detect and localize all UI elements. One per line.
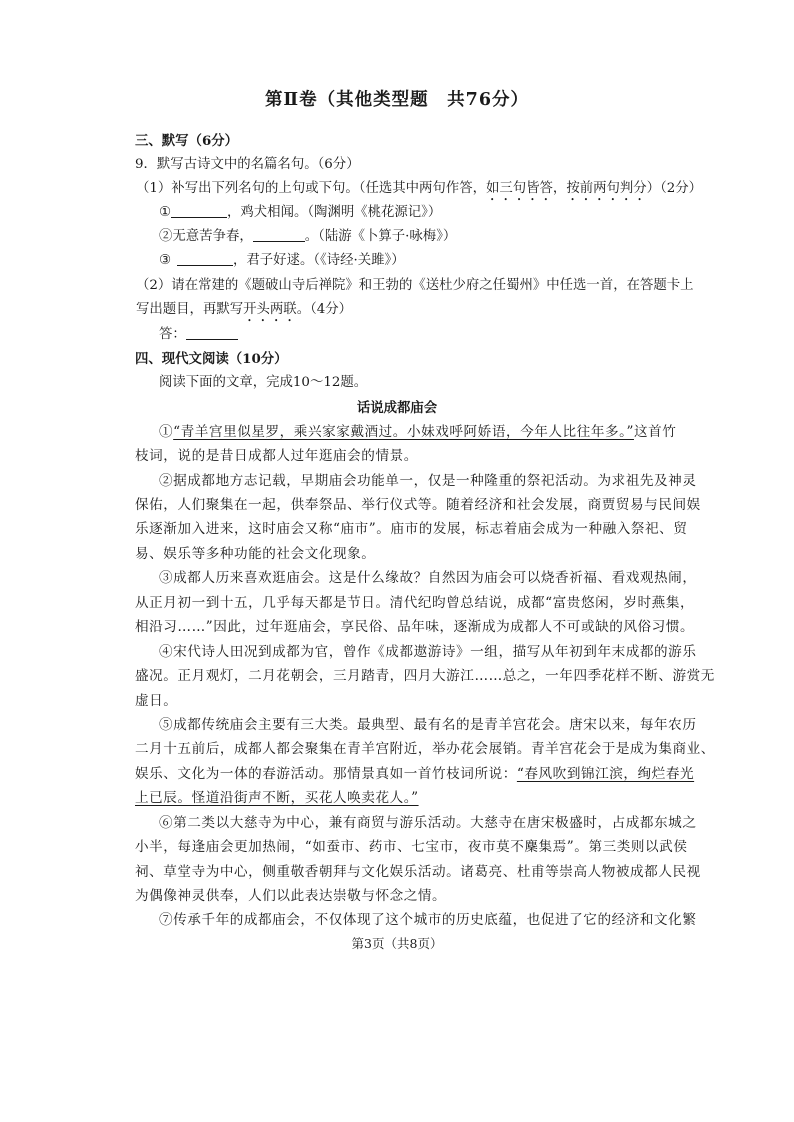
essay-line: 易、娱乐等多种功能的社会文化现象。 (135, 546, 376, 562)
essay-line: 小半，每逢庙会更加热闹，“如蚕市、药市、七宝市，夜市莫不麇集焉”。第三类则以武侯 (135, 839, 688, 855)
essay-line: 为偶像神灵供奉，人们以此表达崇敬与怀念之情。 (135, 888, 447, 904)
essay-line (135, 790, 419, 806)
underlined-poem: “春风吹到锦江滨，绚烂春光 (516, 766, 695, 782)
essay-title: 话说成都庙会 (356, 400, 438, 416)
answer-blank (177, 253, 233, 266)
fill-item-2: ②无意苦争春， 。（陆游《卜算子·咏梅》） (159, 229, 457, 244)
question-9-part-2: （2）请在常建的《题破山寺后禅院》和王勃的《送杜少府之任蜀州》中任选一首，在答题卡上 (136, 278, 694, 293)
fill-item-1: ① ，鸡犬相闻。（陶渊明《桃花源记》） (159, 205, 442, 220)
answer-blank (171, 205, 227, 218)
emphasis-text: 开头两联 (243, 302, 297, 317)
paper-section-title: 第Ⅱ卷（其他类型题 共76分） (264, 90, 530, 110)
essay-line: 保佑，人们聚集在一起，供奉祭品、举行仪式等。随着经济和社会发展，商贾贸易与民间娱 (135, 497, 701, 513)
essay-line: 虚日。 (135, 693, 178, 709)
section-4-heading: 四、现代文阅读（10分） (135, 351, 288, 367)
essay-paragraph-2: ②据成都地方志记载，早期庙会功能单一，仅是一种隆重的祭祀活动。为求祖先及神灵 (159, 473, 697, 489)
essay-line: 祠、草堂寺为中心，侧重敬香朝拜与文化娱乐活动。诸葛亮、杜甫等崇高人物被成都人民视 (135, 864, 701, 880)
answer-line: 答： (159, 327, 238, 343)
question-9-prompt: 9．默写古诗文中的名篇名句。（6分） (135, 157, 360, 172)
essay-paragraph-1: ①“青羊宫里似星罗，乘兴家家戴酒过。小妹戏呼阿娇语，今年人比往年多。”这首竹 (159, 424, 677, 440)
essay-paragraph-7: ⑦传承千年的成都庙会，不仅体现了这个城市的历史底蕴，也促进了它的经济和文化繁 (159, 912, 697, 928)
underlined-poem: 上已辰。怪道沿街声不断，买花人唤卖花人。” (135, 790, 419, 806)
underlined-poem: “青羊宫里似星罗，乘兴家家戴酒过。小妹戏呼阿娇语，今年人比往年多。” (173, 424, 634, 440)
page-number: 第3页（共8页） (351, 936, 443, 951)
section-3-heading: 三、默写（6分） (135, 133, 239, 149)
essay-paragraph-4: ④宋代诗人田况到成都为官，曾作《成都遨游诗》一组，描写从年初到年末成都的游乐 (159, 644, 697, 660)
essay-line: 二月十五前后，成都人都会聚集在青羊宫附近，举办花会展销。青羊宫花会于是成为集商业、 (135, 741, 715, 757)
essay-paragraph-3: ③成都人历来喜欢逛庙会。这是什么缘故？自然因为庙会可以烧香祈福、看戏观热闹， (159, 570, 697, 586)
question-9-part-2-cont: 写出题目，再默写开头两联。（4分） (136, 302, 353, 317)
essay-paragraph-5: ⑤成都传统庙会主要有三大类。最典型、最有名的是青羊宫花会。唐宋以来，每年农历 (159, 717, 697, 733)
reading-instruction: 阅读下面的文章，完成10～12题。 (159, 375, 368, 390)
emphasis-text: 如三句皆答，按前两句判分 (485, 181, 647, 196)
essay-line: 娱乐、文化为一体的春游活动。那情景真如一首竹枝词所说：“春风吹到锦江滨，绚烂春光 (135, 766, 695, 782)
essay-line: 盛况。正月观灯，二月花朝会，三月踏青，四月大游江……总之，一年四季花样不断、游赏无 (135, 668, 715, 684)
essay-line: 从正月初一到十五，几乎每天都是节日。清代纪昀曾总结说，成都“富贵悠闲，岁时燕集， (135, 595, 695, 611)
answer-blank (253, 229, 305, 242)
essay-line: 枝词，说的是昔日成都人过年逛庙会的情景。 (135, 448, 418, 464)
essay-paragraph-6: ⑥第二类以大慈寺为中心，兼有商贸与游乐活动。大慈寺在唐宋极盛时，占成都东城之 (159, 815, 697, 831)
essay-line: 乐逐渐加入进来，这时庙会又称“庙市”。庙市的发展，标志着庙会成为一种融入祭祀、贸 (135, 521, 688, 537)
essay-line: 相沿习……”因此，过年逛庙会，享民俗、品年味，逐渐成为成都人不可或缺的风俗习惯。 (135, 619, 695, 635)
question-9-part-1: （1）补写出下列名句的上句或下句。（任选其中两句作答，如三句皆答，按前两句判分）（2分） (136, 181, 703, 196)
answer-blank (186, 327, 238, 340)
fill-item-3: ③ ，君子好逑。（《诗经·关雎》） (159, 253, 405, 268)
